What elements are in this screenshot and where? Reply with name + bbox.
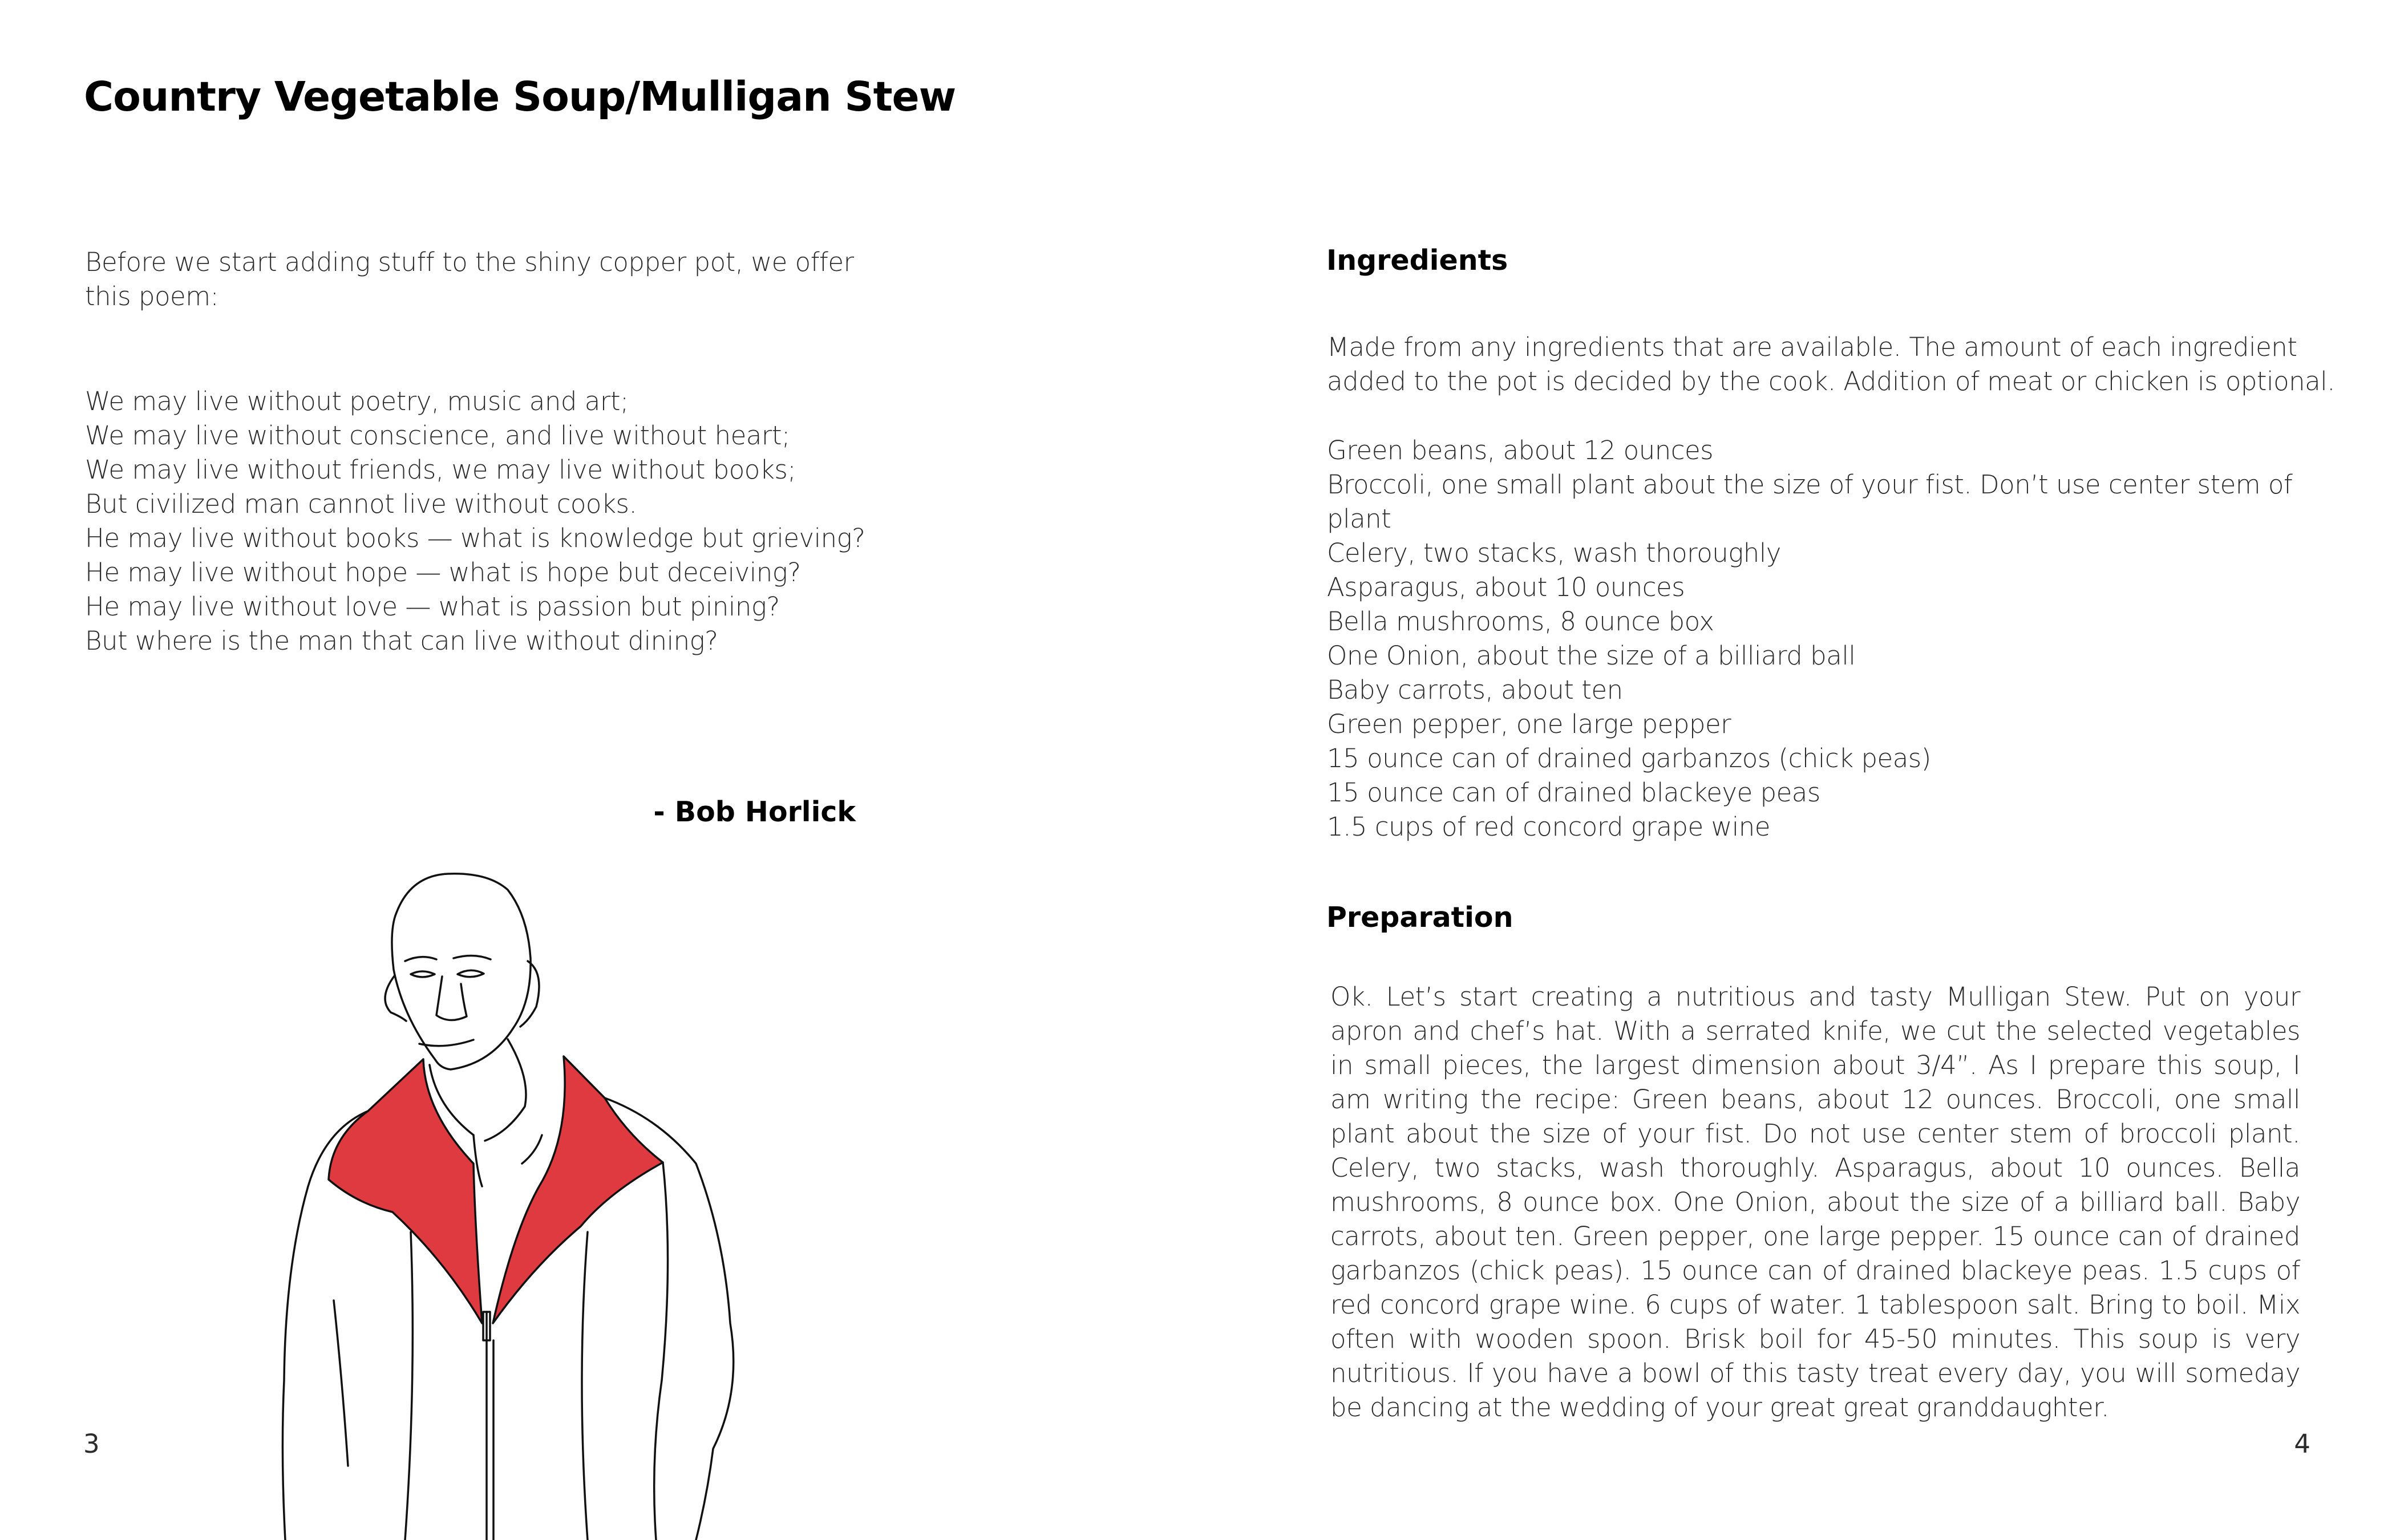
ingredients-heading: Ingredients <box>1326 244 1508 277</box>
ingredient-item: Green beans, about 12 ounces <box>1327 435 1714 465</box>
poem-line: We may live without poetry, music and art; <box>85 386 629 416</box>
poem-line: He may live without hope — what is hope but deceiving? <box>85 557 801 587</box>
intro-paragraph: Before we start adding stuff to the shiny copper pot, we offer this poem: <box>85 247 854 311</box>
preparation-paragraph: Ok. Let’s start creating a nutritious and tasty Mulligan Stew. Put on your apron and chef’s hat. With a serrated knife, we cut the selected vegetables in small pieces, the largest dimension about 3/4”. As I prepare this soup, I am writing the recipe: Green beans, about 12 ounces. Broccoli, one small plant about the size of your fist. Do not use center stem of broccoli plant. Celery, two stacks, wash thoroughly. Asparagus, about 10 ounces. Bella mushrooms, 8 ounce box. One Onion, about the size of a billiard ball. Baby carrots, about ten. Green pepper, one large pepper. 15 ounce can of drained garbanzos (chick peas). 15 ounce can of drained blackeye peas. 1.5 cups of red concord grape wine. 6 cups of water. 1 tablespoon salt. Bring to boil. Mix often with wooden spoon. Brisk boil for 45-50 minutes. This soup is very nutritious. If you have a bowl of this tasty treat every day, you will someday be dancing at the wedding of your great great granddaughter. <box>1330 982 2300 1423</box>
left-brow <box>405 957 436 961</box>
ingredient-item: Celery, two stacks, wash thoroughly <box>1327 538 1781 568</box>
ingredients-list <box>1327 433 2308 844</box>
nose <box>436 976 467 1020</box>
poem-line: But civilized man cannot live without cooks. <box>85 489 637 519</box>
right-brow <box>454 955 491 959</box>
ingredient-item: 15 ounce can of drained blackeye peas <box>1327 777 1820 808</box>
ingredient-item: 15 ounce can of drained garbanzos (chick peas) <box>1327 743 1931 773</box>
ingredient-item: Broccoli, one small plant about the size of your fist. Don’t use center stem of plant <box>1327 469 2293 534</box>
poem-line: We may live without conscience, and live without heart; <box>85 420 790 451</box>
left-eye <box>411 971 435 977</box>
ingredient-item: One Onion, about the size of a billiard ball <box>1327 641 1856 671</box>
jacket-seam-right <box>582 1232 588 1540</box>
man-illustration <box>240 867 799 1540</box>
page-title: Country Vegetable Soup/Mulligan Stew <box>84 73 956 120</box>
ingredient-item: Baby carrots, about ten <box>1327 675 1623 705</box>
jacket-seam-left <box>405 1232 412 1540</box>
ingredient-item: Green pepper, one large pepper <box>1327 709 1731 739</box>
collar-right <box>493 1056 663 1323</box>
ingredients-note: Made from any ingredients that are available. The amount of each ingredient added to the pot is decided by the cook. Addition of meat or chicken is optional. <box>1327 332 2336 396</box>
right-page <box>1198 0 2396 1540</box>
page-number: 3 <box>83 1429 100 1459</box>
collar-left <box>329 1059 482 1323</box>
poem-line: We may live without friends, we may live without books; <box>85 455 796 485</box>
preparation-heading: Preparation <box>1326 901 1513 934</box>
neck-right <box>485 1039 526 1141</box>
page-number: 4 <box>2294 1429 2310 1459</box>
poem-attribution: - Bob Horlick <box>653 796 856 828</box>
ingredient-item: 1.5 cups of red concord grape wine <box>1327 812 1770 842</box>
poem <box>85 384 941 658</box>
shirt-collar <box>473 1135 542 1186</box>
jacket-left-sleeve <box>334 1300 348 1466</box>
poem-line: He may live without books — what is knowledge but grieving? <box>85 523 865 553</box>
poem-line: He may live without love — what is passion but pining? <box>85 591 780 622</box>
mouth <box>419 1040 473 1046</box>
right-eye <box>458 970 484 977</box>
poem-line: But where is the man that can live without dining? <box>85 626 718 656</box>
ingredient-item: Bella mushrooms, 8 ounce box <box>1327 606 1714 637</box>
jacket-right-sleeve <box>654 1162 668 1540</box>
ingredient-item: Asparagus, about 10 ounces <box>1327 572 1685 602</box>
